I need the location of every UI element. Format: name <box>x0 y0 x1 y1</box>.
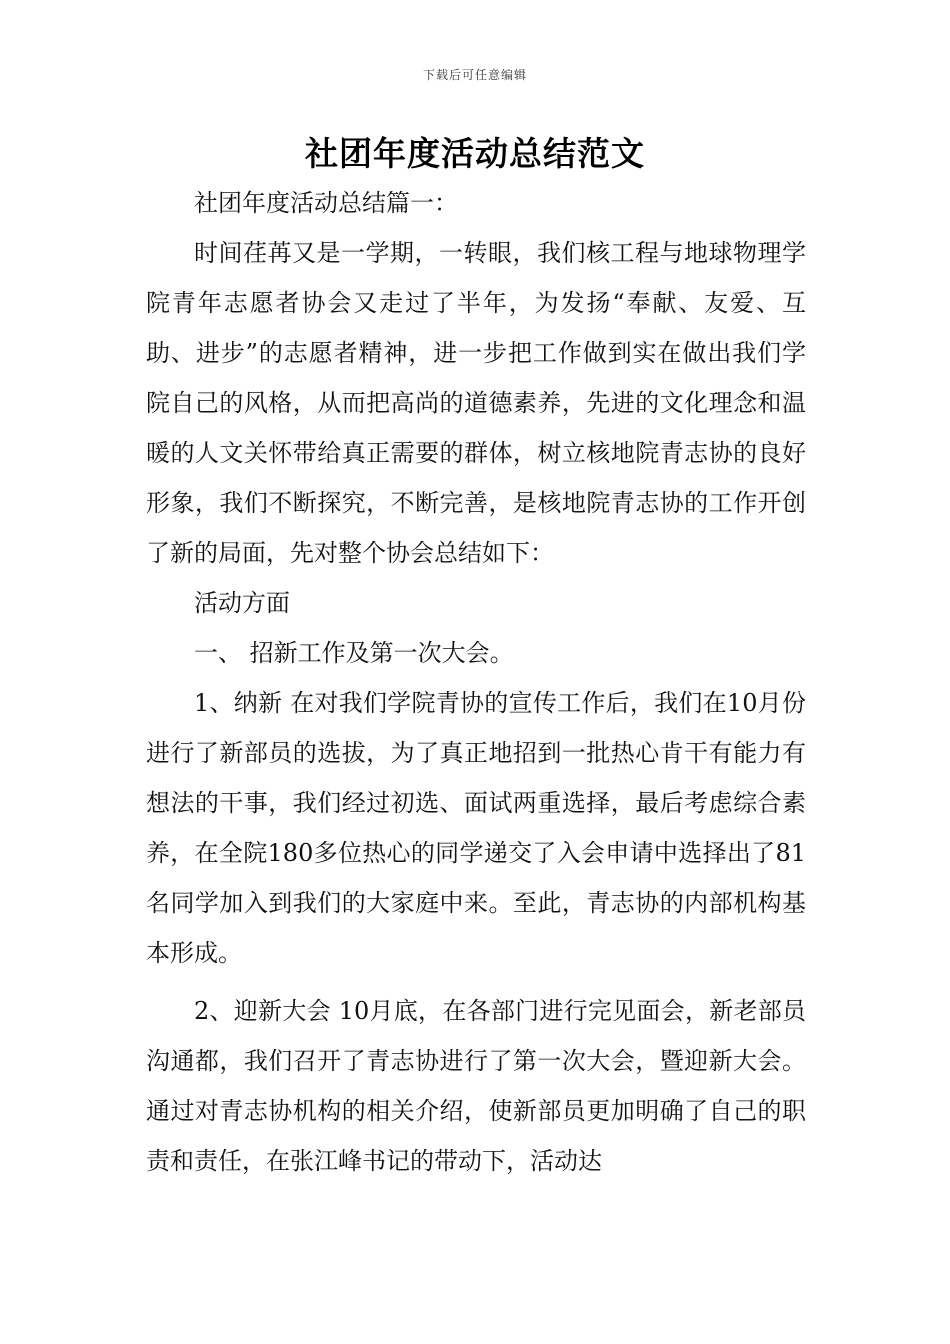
paragraph-intro: 时间荏苒又是一学期，一转眼，我们核工程与地球物理学院青年志愿者协会又走过了半年，为发扬“奉献、友爱、互助、进步”的志愿者精神，进一步把工作做到实在做出我们学院自己的风格，从而把高尚的道德素养，先进的文化理念和温暖的人文关怀带给真正需要的群体，树立核地院青志协的良好形象，我们不断探究，不断完善，是核地院青志协的工作开创了新的局面，先对整个协会总结如下： <box>146 239 806 567</box>
page-title: 社团年度活动总结范文 <box>305 134 645 173</box>
section-heading: 社团年度活动总结篇一： <box>194 189 458 217</box>
paragraph-welcome: 2、迎新大会 10月底，在各部门进行完见面会，新老部员沟通都，我们召开了青志协进行了第一次大会，暨迎新大会。通过对青志协机构的相关介绍，使新部员更加明确了自己的职责和责任，在张江峰书记的带动下，活动达 <box>146 997 806 1175</box>
section-heading: 活动方面 <box>194 589 290 617</box>
header-note: 下载后可任意编辑 <box>422 68 527 82</box>
list-heading: 一、 招新工作及第一次大会。 <box>194 639 514 667</box>
paragraph-recruit: 1、纳新 在对我们学院青协的宣传工作后，我们在10月份进行了新部员的选拔，为了真正地招到一批热心肯干有能力有想法的干事，我们经过初选、面试两重选择，最后考虑综合素养，在全院180多位热心的同学递交了入会申请中选择出了81名同学加入到我们的大家庭中来。至此，青志协的内部机构基本形成。 <box>146 689 806 967</box>
document-body <box>146 178 806 1186</box>
